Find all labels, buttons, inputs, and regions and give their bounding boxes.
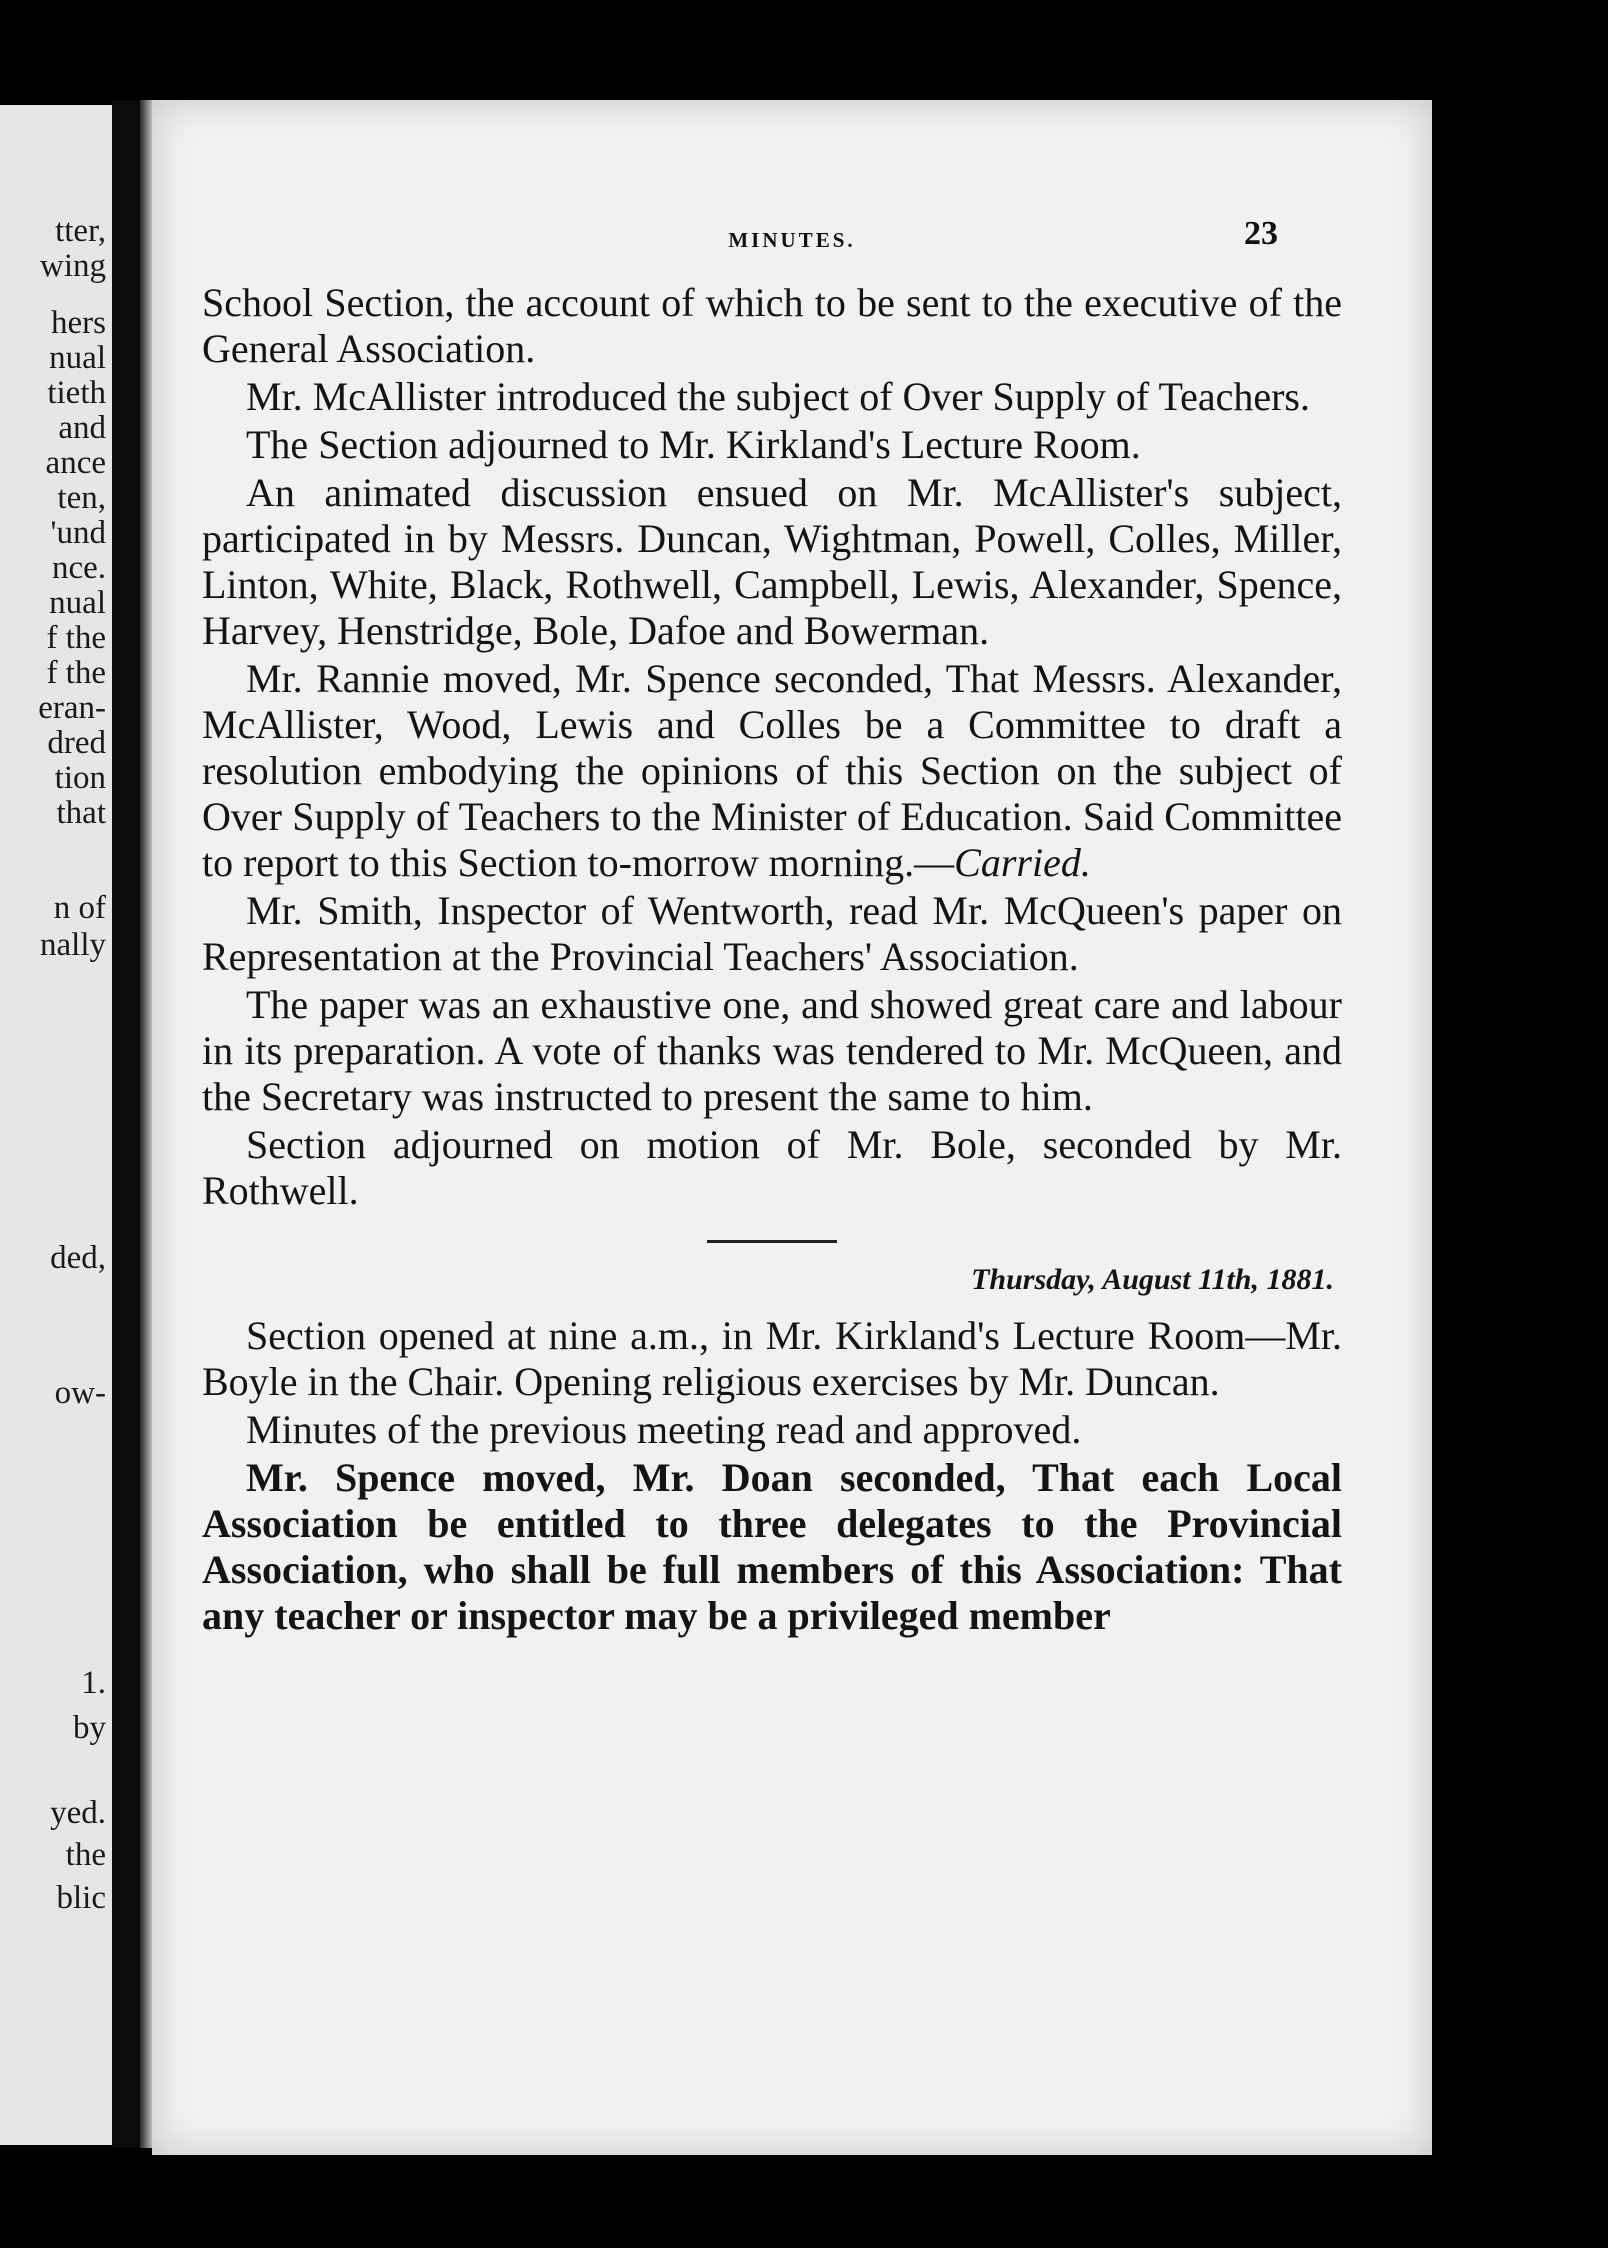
fragment-line: the [65, 1837, 106, 1873]
fragment-line: dred [47, 725, 106, 761]
running-head: MINUTES. [728, 228, 856, 252]
fragment-line: tter, [55, 213, 106, 249]
fragment-line: hers [51, 305, 106, 341]
paragraph: Section adjourned on motion of Mr. Bole, seconded by Mr. Rothwell. [202, 1122, 1342, 1213]
fragment-line: tieth [47, 375, 106, 411]
fragment-line: nally [40, 927, 106, 963]
fragment-line: f the [46, 620, 106, 656]
fragment-line: nual [49, 585, 106, 621]
fragment-line: tion [54, 760, 106, 796]
fragment-line: ten, [57, 480, 106, 516]
fragment-line: f the [46, 655, 106, 691]
fragment-line: ow- [54, 1375, 106, 1411]
dateline: Thursday, August 11th, 1881. [971, 1263, 1334, 1296]
paragraph: Mr. Smith, Inspector of Wentworth, read Mr. McQueen's paper on Representation at the Provincial Teachers' Association. [202, 888, 1342, 979]
fragment-line: blic [56, 1880, 106, 1916]
page-body [202, 280, 1342, 1641]
fragment-line: that [56, 795, 106, 831]
fragment-line: 'und [50, 515, 106, 551]
section-divider [707, 1240, 837, 1243]
paragraph: Minutes of the previous meeting read and approved. [246, 1407, 1082, 1452]
page-number: 23 [1244, 215, 1278, 252]
fragment-line: n of [53, 890, 106, 926]
paragraph: School Section, the account of which to be sent to the executive of the General Association. [202, 280, 1342, 371]
gutter-shadow [140, 100, 152, 2148]
fragment-line: nce. [51, 550, 106, 586]
fragment-line: ded, [50, 1240, 106, 1276]
fragment-line: nual [49, 340, 106, 376]
fragment-line: 1. [81, 1665, 106, 1701]
second-session [202, 1313, 1342, 1639]
fragment-line: wing [40, 248, 106, 284]
fragment-line: eran- [38, 690, 106, 726]
fragment-line: and [58, 410, 106, 446]
book-gutter [112, 100, 140, 2148]
paragraph-text: Mr. Rannie moved, Mr. Spence seconded, That Messrs. Alexander, McAllister, Wood, Lewis and Colles be a Committee to draft a resolution embodying the opinions of this Section on the subject of Over Supply of Teachers to the Minister of Education. Said Committee to report to this Section to-morrow morning.— [202, 656, 1342, 885]
carried-label: Carried. [954, 840, 1091, 885]
motion-paragraph [202, 656, 1342, 886]
paragraph: Mr. McAllister introduced the subject of Over Supply of Teachers. [246, 374, 1310, 419]
paragraph: Section opened at nine a.m., in Mr. Kirkland's Lecture Room—Mr. Boyle in the Chair. Opening religious exercises by Mr. Duncan. [202, 1313, 1342, 1404]
page [152, 100, 1432, 2155]
fragment-line: by [73, 1710, 106, 1746]
paragraph: An animated discussion ensued on Mr. McAllister's subject, participated in by Messrs. Duncan, Wightman, Powell, Colles, Miller, Linton, White, Black, Rothwell, Campbell, Lewis, Alexander, Spence, Harvey, Henstridge, Bole, Dafoe and Bowerman. [202, 470, 1342, 653]
fragment-line: ance [45, 445, 106, 481]
paragraph: The Section adjourned to Mr. Kirkland's Lecture Room. [246, 422, 1141, 467]
paragraph: The paper was an exhaustive one, and showed great care and labour in its preparation. A vote of thanks was tendered to Mr. McQueen, and the Secretary was instructed to present the same to him. [202, 982, 1342, 1119]
facing-page-fragment [0, 105, 112, 2145]
paragraph: Mr. Spence moved, Mr. Doan seconded, That each Local Association be entitled to three delegates to the Provincial Association, who shall be full members of this Association: That any teacher or inspector may be a privileged member [202, 1455, 1342, 1638]
fragment-line: yed. [50, 1795, 106, 1831]
